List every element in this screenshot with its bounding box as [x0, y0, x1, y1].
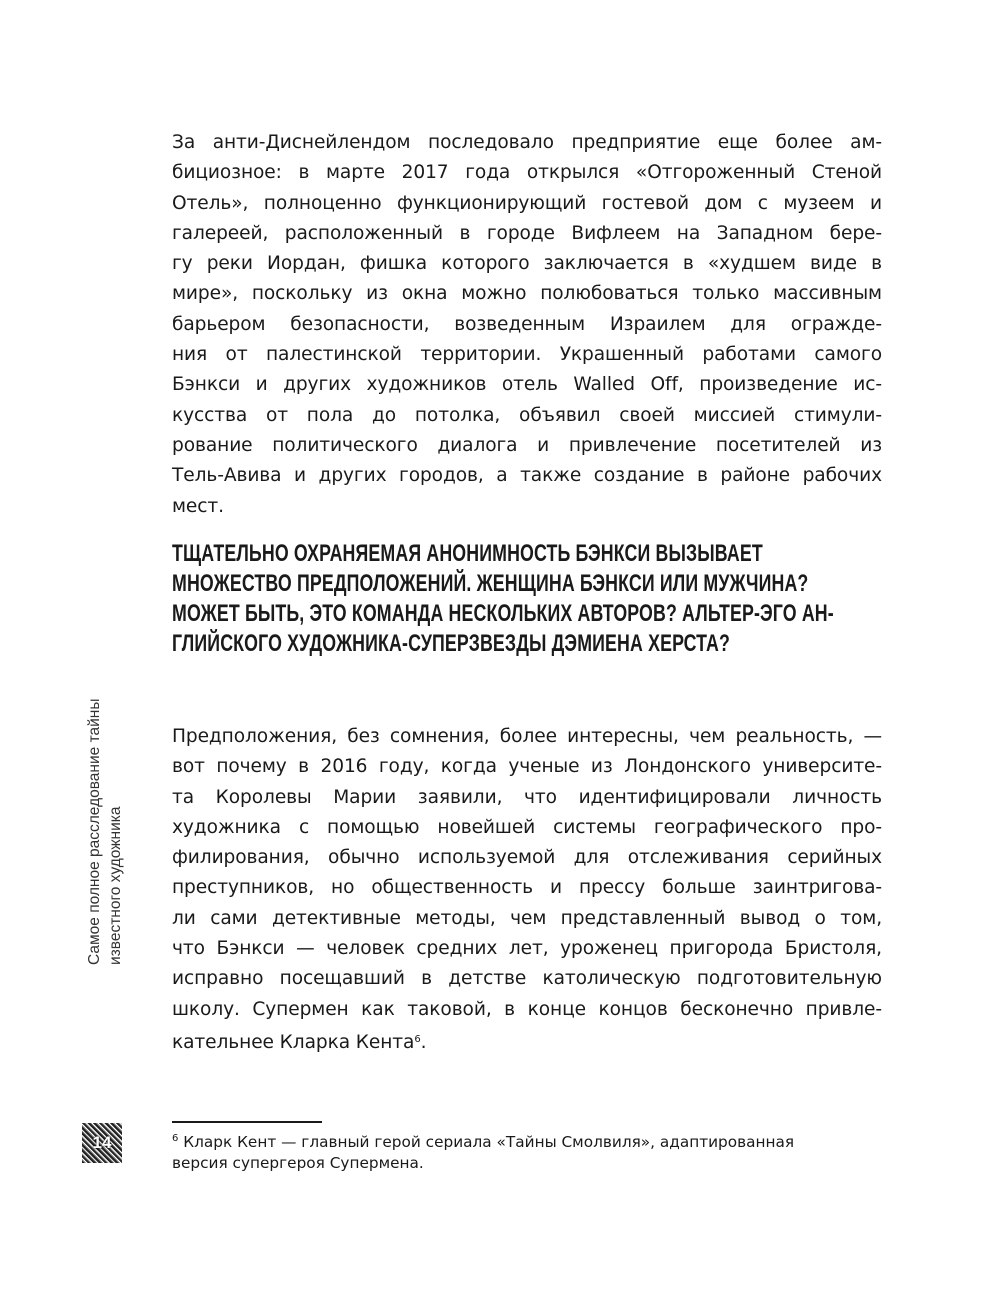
text-line: что Бэнкси — человек средних лет, уроженец пригорода Бристоля, [172, 938, 882, 960]
running-title-line-2: известного художника [107, 806, 124, 965]
text-line: исправно посещавший в детстве католическую подготовительную [172, 968, 882, 990]
running-title-line-1: Самое полное расследование тайны [86, 698, 103, 965]
text-line: гу реки Иордан, фишка которого заключается в «худшем виде в [172, 253, 882, 275]
text-line: ния от палестинской территории. Украшенный работами самого [172, 344, 882, 366]
text-line: Тель-Авива и других городов, а также создание в районе рабочих [172, 465, 882, 487]
paragraph-1 [172, 128, 882, 522]
text-line: МОЖЕТ БЫТЬ, ЭТО КОМАНДА НЕСКОЛЬКИХ АВТОРОВ? АЛЬТЕР-ЭГО АН- [172, 600, 834, 627]
text-line: Бэнкси и других художников отель Walled Off, произведение ис- [172, 374, 882, 396]
page-number: 14 [92, 1133, 112, 1152]
text-line: художника с помощью новейшей системы географического про- [172, 816, 882, 838]
footnote [172, 1126, 794, 1176]
footnote-reference[interactable]: 6 [414, 1033, 421, 1045]
text-line: Предположения, без сомнения, более интересны, чем реальность, — [172, 726, 882, 747]
footnote-text: Кларк Кент — главный герой сериала «Тайны Смолвиля», адаптированная [183, 1133, 795, 1151]
text-line: школу. Супермен как таковой, в конце концов бесконечно привле- [172, 998, 882, 1020]
footnote-line: версия супергероя Супермена. [172, 1154, 424, 1172]
text-line: бициозное: в марте 2017 года открылся «Отгороженный Стеной [172, 162, 882, 184]
footnote-line [172, 1126, 794, 1151]
text-line: мире», поскольку из окна можно полюбоваться только массивным [172, 283, 882, 305]
text-line: та Королевы Марии заявили, что идентифицировали личность [172, 786, 882, 808]
text-line: ГЛИЙСКОГО ХУДОЖНИКА-СУПЕРЗВЕЗДЫ ДЭМИЕНА ХЕРСТА? [172, 630, 731, 657]
text-line: вот почему в 2016 году, когда ученые из Лондонского университе- [172, 756, 882, 778]
text-line: ТЩАТЕЛЬНО ОХРАНЯЕМАЯ АНОНИМНОСТЬ БЭНКСИ ВЫЗЫВАЕТ [172, 540, 763, 567]
running-title [84, 699, 126, 965]
text-line: ли сами детективные методы, чем представленный вывод о том, [172, 907, 882, 929]
page-number-badge [82, 1123, 122, 1163]
text-line: галереей, расположенный в городе Вифлеем на Западном бере- [172, 222, 882, 244]
text-line: барьером безопасности, возведенным Израилем для огражде- [172, 313, 882, 335]
text-line: кусства от пола до потолка, объявил своей миссией стимули- [172, 404, 882, 426]
text-line: рование политического диалога и привлечение посетителей из [172, 434, 882, 456]
text-line: Отель», полноценно функционирующий гостевой дом с музеем и [172, 192, 882, 214]
footnote-marker: 6 [172, 1133, 179, 1144]
text-line: преступников, но общественность и прессу больше заинтригова- [172, 877, 882, 899]
footnote-divider [172, 1121, 322, 1123]
text-line: мест. [172, 495, 224, 517]
paragraph-2 [172, 722, 882, 1055]
text-line: филирования, обычно используемой для отслеживания серийных [172, 847, 882, 869]
text-line: За анти-Диснейлендом последовало предприятие еще более ам- [172, 132, 882, 153]
section-heading [172, 539, 872, 659]
text-line: МНОЖЕСТВО ПРЕДПОЛОЖЕНИЙ. ЖЕНЩИНА БЭНКСИ ИЛИ МУЖЧИНА? [172, 570, 809, 597]
text-line: кательнее Кларка Кента$^6$. [172, 1031, 427, 1053]
